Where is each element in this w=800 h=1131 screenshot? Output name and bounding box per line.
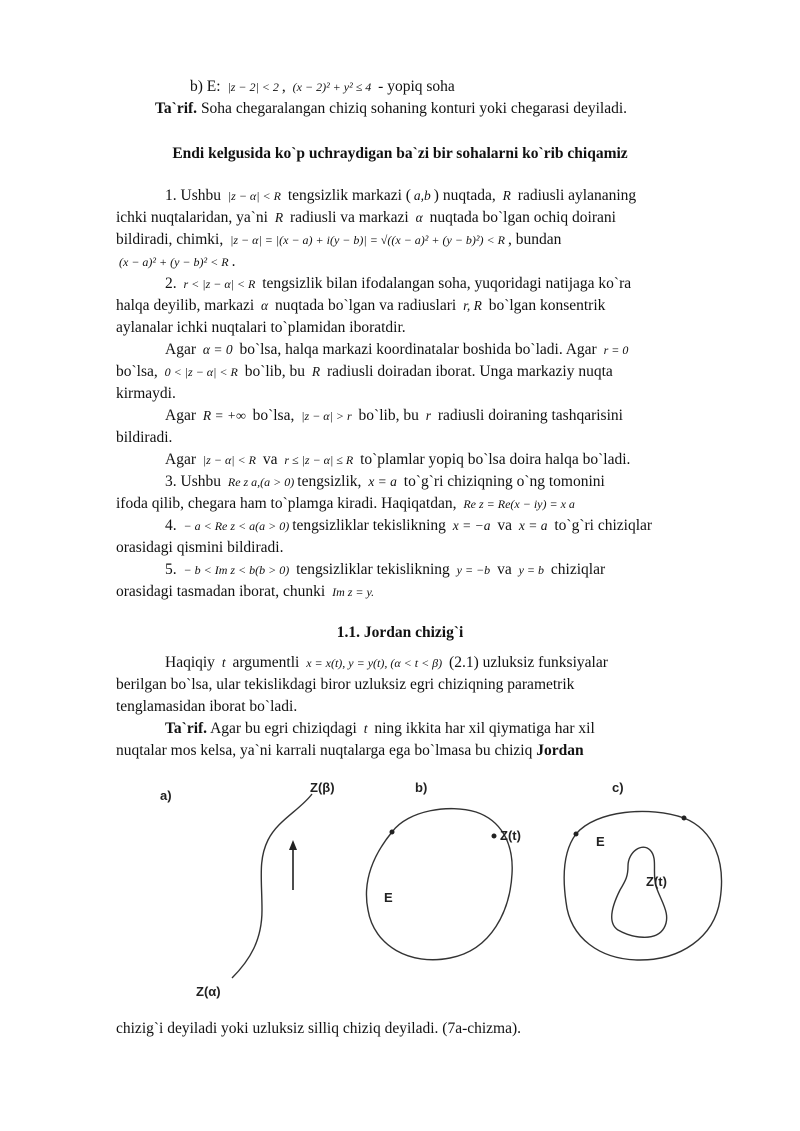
text: tengsizlik, — [297, 473, 362, 490]
paragraph-line — [165, 515, 785, 537]
text: bildiradi, chimki, — [116, 231, 224, 248]
paragraph-line — [116, 251, 736, 273]
paragraph-line — [165, 471, 785, 493]
paragraph-line — [165, 339, 785, 361]
formula: (x − 2)² + y² ≤ 4 — [292, 80, 372, 94]
label-z-t-b: Z(t) — [500, 828, 521, 843]
text: to`plamlar yopiq bo`lsa doira halqa bo`ladi. — [360, 451, 631, 468]
text: 1. Ushbu — [165, 187, 221, 204]
text: to`g`ri chiziqlar — [554, 517, 653, 534]
label-z-beta: Z(β) — [310, 780, 335, 795]
text: nuqtada bo`lgan ochiq doirani — [429, 209, 616, 226]
text: Agar — [165, 451, 196, 468]
definition-label: Ta`rif. — [165, 720, 208, 737]
section-heading: 1.1. Jordan chizig`i — [336, 624, 464, 641]
formula: t — [363, 721, 368, 736]
text: va — [262, 451, 278, 468]
formula: |z − α| > r — [301, 409, 352, 423]
paragraph-line — [116, 493, 736, 515]
text: to`g`ri chiziqning o`ng tomonini — [403, 473, 605, 490]
text: Agar bu egri chiziqdagi — [210, 720, 357, 737]
text: nuqtalar mos kelsa, ya`ni karrali nuqtalarga ega bo`lmasa bu chiziq — [116, 742, 533, 759]
text: bo`lsa, — [116, 363, 158, 380]
formula: a,b — [413, 188, 431, 203]
label-e-b: E — [384, 890, 393, 905]
curve-point — [390, 830, 395, 835]
text: 3. Ushbu — [165, 473, 221, 490]
text: bo`lgan konsentrik — [488, 297, 606, 314]
formula: |z − α| < R — [227, 189, 281, 203]
paragraph-line — [165, 273, 785, 295]
text: orasidagi tasmadan iborat, chunki — [116, 583, 326, 600]
label-e-c: E — [596, 834, 605, 849]
definition-label: Ta`rif. — [155, 100, 198, 117]
text: Agar — [165, 341, 196, 358]
paragraph-line — [165, 449, 785, 471]
text: - yopiq soha — [378, 78, 455, 95]
text: tengsizlik markazi ( — [287, 187, 411, 204]
formula: r, R — [463, 298, 482, 313]
label-z-alpha: Z(α) — [196, 984, 221, 999]
formula: |z − α| < R — [202, 453, 256, 467]
formula: r — [425, 408, 431, 423]
text: 4. — [165, 517, 177, 534]
bold-term: Jordan — [536, 742, 584, 759]
text: va — [497, 561, 512, 578]
paragraph-line: orasidagi qismini bildiradi. — [116, 539, 284, 556]
paragraph-line — [116, 581, 736, 603]
paragraph-line — [116, 207, 736, 229]
text: tengsizliklar tekislikning — [292, 517, 446, 534]
formula: α = 0 — [202, 342, 233, 357]
paragraph-line — [165, 559, 785, 581]
definition-line — [165, 718, 785, 740]
text: 2. — [165, 275, 177, 292]
formula: α — [415, 210, 423, 225]
formula: r < |z − α| < R — [183, 277, 256, 291]
formula: Im z = y. — [332, 585, 375, 599]
formula: R — [311, 364, 321, 379]
paragraph-line: chizig`i deyiladi yoki uzluksiz silliq chiziq deyiladi. (7a-chizma). — [116, 1020, 522, 1037]
formula: r ≤ |z − α| ≤ R — [284, 453, 354, 467]
text: , bundan — [507, 231, 562, 248]
formula: R = +∞ — [202, 408, 246, 423]
paragraph-line — [165, 652, 785, 674]
paragraph-line — [116, 295, 736, 317]
paragraph-line: kirmaydi. — [116, 385, 176, 402]
formula: − b < Im z < b(b > 0) — [183, 563, 290, 577]
formula: x = x(t), y = y(t), (α < t < β) — [306, 656, 443, 670]
figure-label-c: c) — [612, 780, 624, 795]
paragraph-line — [165, 405, 785, 427]
formula: x = a — [368, 474, 397, 489]
figure-label-b: b) — [415, 780, 428, 795]
curve-point — [492, 834, 497, 839]
text: bo`lib, bu — [244, 363, 305, 380]
paragraph-line: aylanalar ichki nuqtalari to`plamidan iboratdir. — [116, 319, 406, 336]
text: radiusli doiradan iborat. Unga markaziy nuqta — [327, 363, 613, 380]
jordan-curve-figure — [0, 770, 800, 1010]
formula: Re z = Re(x − iy) = x a — [463, 497, 575, 511]
text: halqa deyilib, markazi — [116, 297, 255, 314]
text: tengsizliklar tekislikning — [296, 561, 450, 578]
text: bo`lib, bu — [358, 407, 419, 424]
text: va — [497, 517, 513, 534]
line-domain-b: b) E: |z − 2| < 2 , (x − 2)² + y² ≤ 4 - yopiq soha — [190, 78, 455, 95]
definition-line — [155, 98, 775, 120]
open-curve — [232, 794, 312, 978]
text: chiziqlar — [550, 561, 606, 578]
direction-arrow-head — [289, 840, 297, 850]
text: . — [231, 253, 236, 270]
label-z-t-c: Z(t) — [646, 874, 667, 889]
formula: 0 < |z − α| < R — [164, 365, 238, 379]
text: ifoda qilib, chegara ham to`plamga kiradi. Haqiqatdan, — [116, 495, 457, 512]
text: nuqtada bo`lgan va radiuslari — [275, 297, 457, 314]
text: bo`lsa, halqa markazi koordinatalar boshida bo`ladi. Agar — [239, 341, 597, 358]
text: ichki nuqtalaridan, ya`ni — [116, 209, 268, 226]
paragraph-line — [165, 185, 785, 207]
text: 5. — [165, 561, 177, 578]
formula: R — [502, 188, 511, 203]
paragraph-line — [116, 740, 736, 762]
curve-point — [574, 832, 579, 837]
section-heading: Endi kelgusida ko`p uchraydigan ba`zi bir sohalarni ko`rib chiqamiz — [172, 145, 628, 162]
formula: Re z a,(a > 0) — [227, 475, 295, 489]
curve-point — [682, 816, 687, 821]
paragraph-line: bildiradi. — [116, 429, 173, 446]
text: ning ikkita har xil qiymatiga har xil — [374, 720, 595, 737]
formula: x = −a — [452, 518, 491, 533]
text: Haqiqiy — [165, 654, 215, 671]
closed-curve — [366, 809, 512, 960]
text: b) E: — [190, 78, 221, 95]
text: radiusli va markazi — [289, 209, 409, 226]
formula: y = b — [518, 563, 545, 577]
figure-label-a: a) — [160, 788, 172, 803]
formula: |z − α| = |(x − a) + i(y − b)| = √((x − a)² + (y − b)²) < R — [230, 233, 505, 247]
text: radiusli doiraning tashqarisini — [437, 407, 623, 424]
text: tengsizlik bilan ifodalangan soha, yuqoridagi natijaga ko`ra — [262, 275, 632, 292]
text: radiusli aylananing — [517, 187, 637, 204]
formula: x = a — [518, 518, 548, 533]
paragraph-line — [116, 229, 736, 251]
formula: y = −b — [456, 563, 491, 577]
paragraph-line: tenglamasidan iborat bo`ladi. — [116, 698, 298, 715]
paragraph-line: berilgan bo`lsa, ular tekislikdagi biror uzluksiz egri chiziqning parametrik — [116, 676, 575, 693]
formula: α — [261, 298, 269, 313]
formula: t — [221, 655, 226, 670]
text: Soha chegaralangan chiziq sohaning konturi yoki chegarasi deyiladi. — [200, 100, 628, 117]
text: argumentli — [232, 654, 300, 671]
formula: |z − 2| < 2 — [227, 80, 279, 94]
text: Agar — [165, 407, 196, 424]
text: bo`lsa, — [252, 407, 295, 424]
formula: (x − a)² + (y − b)² < R — [119, 255, 229, 269]
text: ) nuqtada, — [433, 187, 496, 204]
formula: − a < Re z < a(a > 0) — [183, 519, 290, 533]
formula: r = 0 — [603, 343, 629, 357]
inner-curve — [612, 847, 667, 937]
paragraph-line — [116, 361, 736, 383]
text: (2.1) uzluksiz funksiyalar — [449, 654, 608, 671]
formula: R — [274, 210, 284, 225]
